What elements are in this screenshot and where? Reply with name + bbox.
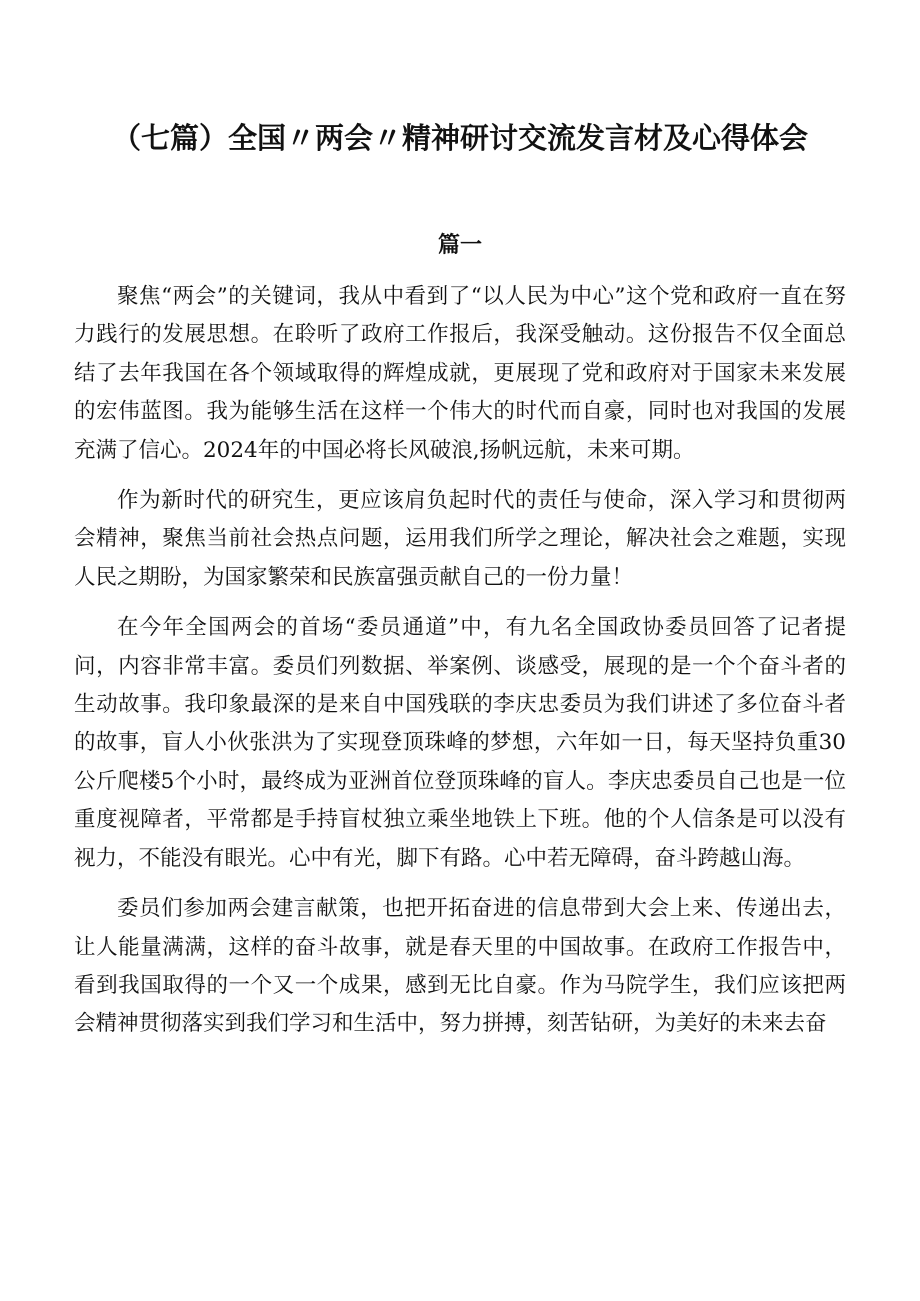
document-body: [74, 278, 846, 1056]
paragraph-2: 作为新时代的研究生，更应该肩负起时代的责任与使命，深入学习和贯彻两会精神，聚焦当前社会热点问题，运用我们所学之理论，解决社会之难题，实现人民之期盼，为国家繁荣和民族富强贡献自己的一份力量！: [74, 488, 846, 590]
document-title: （七篇）全国〃两会〃精神研讨交流发言材及心得体会: [111, 121, 808, 155]
paragraph-1: 聚焦“两会”的关键词，我从中看到了“以人民为中心”这个党和政府一直在努力践行的发展思想。在聆听了政府工作报后，我深受触动。这份报告不仅全面总结了去年我国在各个领域取得的辉煌成就，更展现了党和政府对于国家未来发展的宏伟蓝图。我为能够生活在这样一个伟大的时代而自豪，同时也对我国的发展充满了信心。2024年的中国必将长风破浪,扬帆远航，未来可期。: [74, 284, 846, 463]
section-heading: 篇一: [437, 232, 482, 258]
paragraph-3: 在今年全国两会的首场“委员通道”中，有九名全国政协委员回答了记者提问，内容非常丰富。委员们列数据、举案例、谈感受，展现的是一个个奋斗者的生动故事。我印象最深的是来自中国残联的李庆忠委员为我们讲述了多位奋斗者的故事，盲人小伙张洪为了实现登顶珠峰的梦想，六年如一日，每天坚持负重30公斤爬楼5个小时，最终成为亚洲首位登顶珠峰的盲人。李庆忠委员自己也是一位重度视障者，平常都是手持盲杖独立乘坐地铁上下班。他的个人信条是可以没有视力，不能没有眼光。心中有光，脚下有路。心中若无障碍，奋斗跨越山海。: [74, 615, 846, 871]
paragraph-4: 委员们参加两会建言献策，也把开拓奋进的信息带到大会上来、传递出去，让人能量满满，这样的奋斗故事，就是春天里的中国故事。在政府工作报告中，看到我国取得的一个又一个成果，感到无比自豪。作为马院学生，我们应该把两会精神贯彻落实到我们学习和生活中，努力拼搏，刻苦钻研，为美好的未来去奋: [74, 896, 846, 1037]
